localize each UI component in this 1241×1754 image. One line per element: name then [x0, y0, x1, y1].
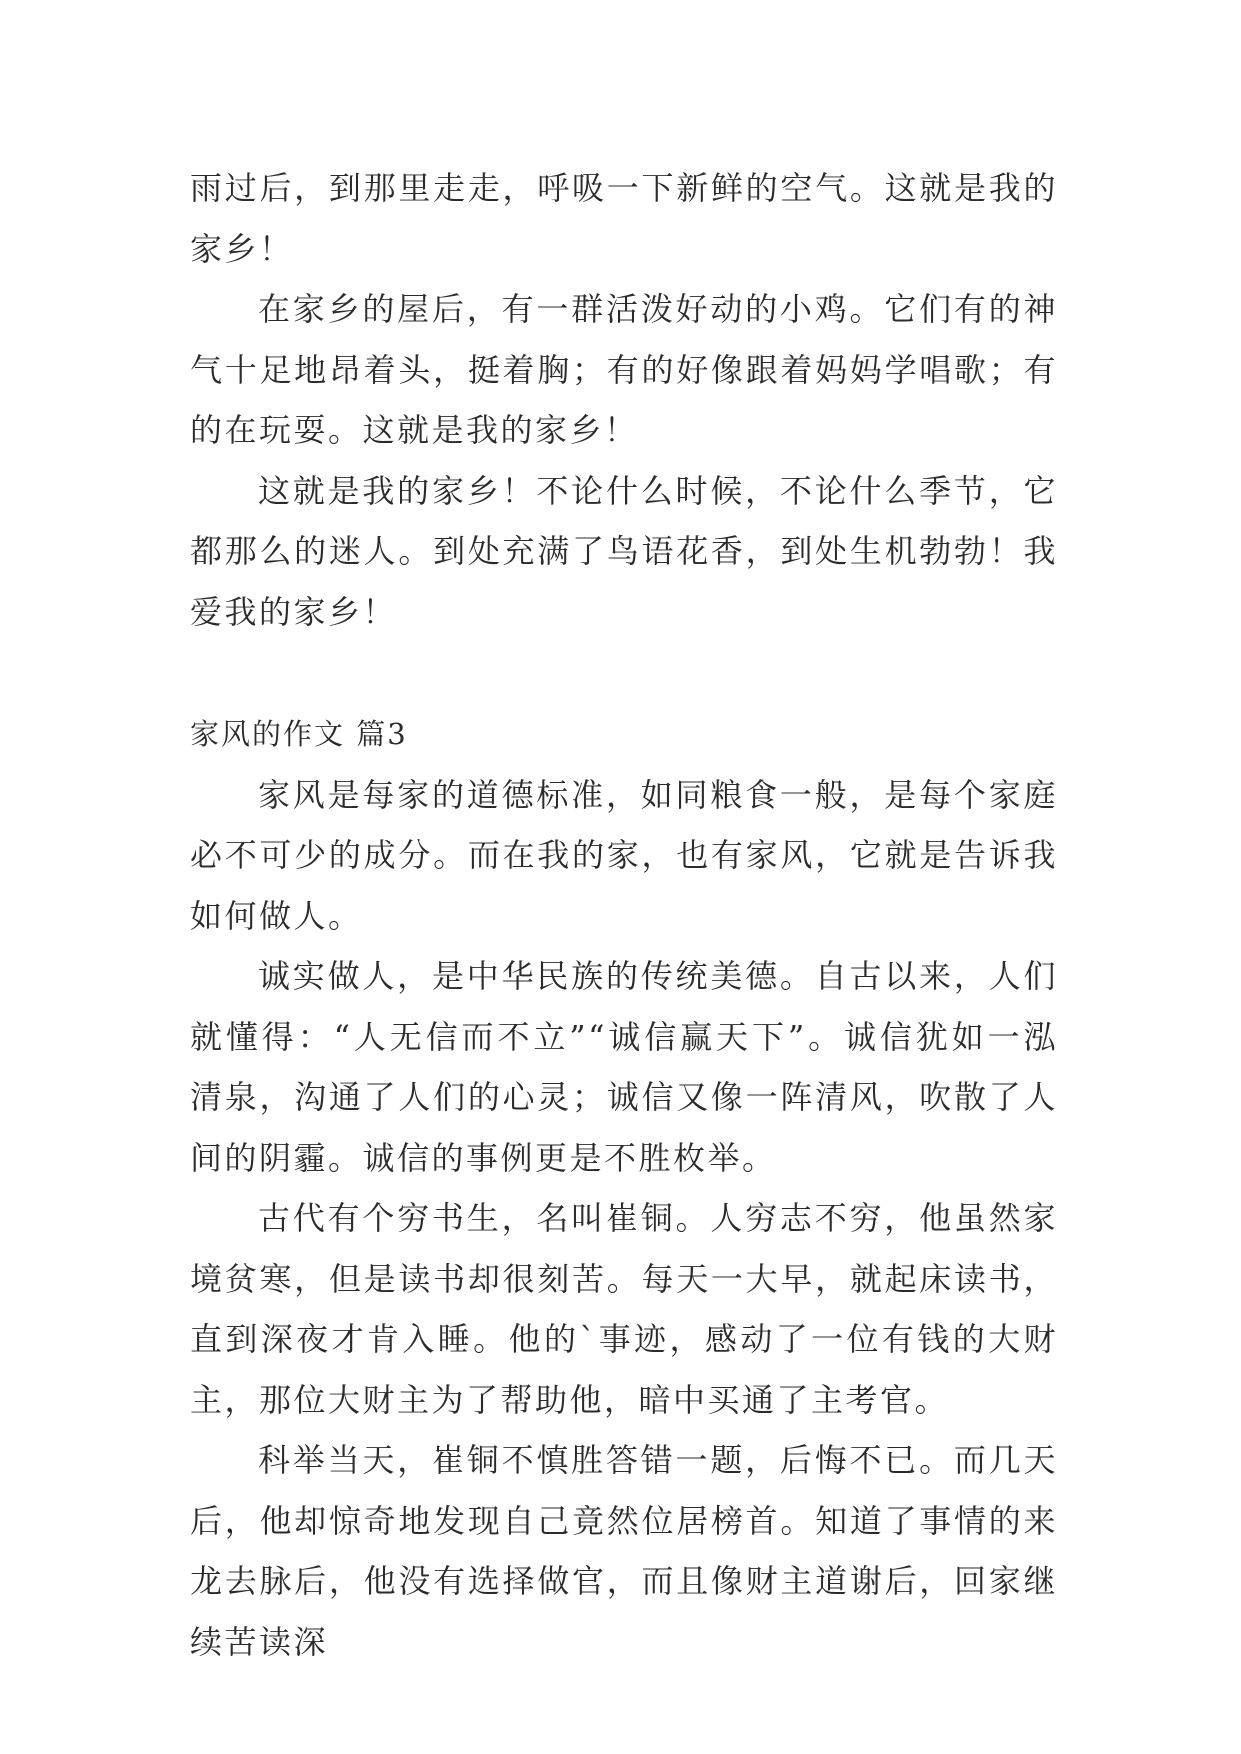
paragraph-intro: 家风是每家的道德标准，如同粮食一般，是每个家庭必不可少的成分。而在我的家，也有家风，它就是告诉我如何做人。: [190, 775, 1058, 935]
paragraph-scholar: 古代有个穷书生，名叫崔铜。人穷志不穷，他虽然家境贫寒，但是读书却很刻苦。每天一大早，就起床读书，直到深夜才肯入睡。他的`事迹，感动了一位有钱的大财主，那位大财主为了帮助他，暗中买通了主考官。: [190, 1199, 1058, 1419]
document-body: [190, 158, 1058, 1672]
paragraph-conclusion: 这就是我的家乡！不论什么时候，不论什么季节，它都那么的迷人。到处充满了鸟语花香，到处生机勃勃！我爱我的家乡！: [190, 471, 1058, 631]
paragraph-exam: 科举当天，崔铜不慎胜答错一题，后悔不已。而几天后，他却惊奇地发现自己竟然位居榜首。知道了事情的来龙去脉后，他没有选择做官，而且像财主道谢后，回家继续苦读深: [190, 1441, 1058, 1661]
paragraph-honesty: 诚实做人，是中华民族的传统美德。自古以来，人们就懂得：“人无信而不立”“诚信赢天下”。诚信犹如一泓清泉，沟通了人们的心灵；诚信又像一阵清风，吹散了人间的阴霾。诚信的事例更是不胜枚举。: [190, 957, 1058, 1177]
paragraph-continued: 雨过后，到那里走走，呼吸一下新鲜的空气。这就是我的家乡！: [190, 169, 1058, 268]
paragraph-chickens: 在家乡的屋后，有一群活泼好动的小鸡。它们有的神气十足地昂着头，挺着胸；有的好像跟着妈妈学唱歌；有的在玩耍。这就是我的家乡！: [190, 290, 1058, 449]
section-heading: 家风的作文 篇3: [190, 717, 408, 751]
